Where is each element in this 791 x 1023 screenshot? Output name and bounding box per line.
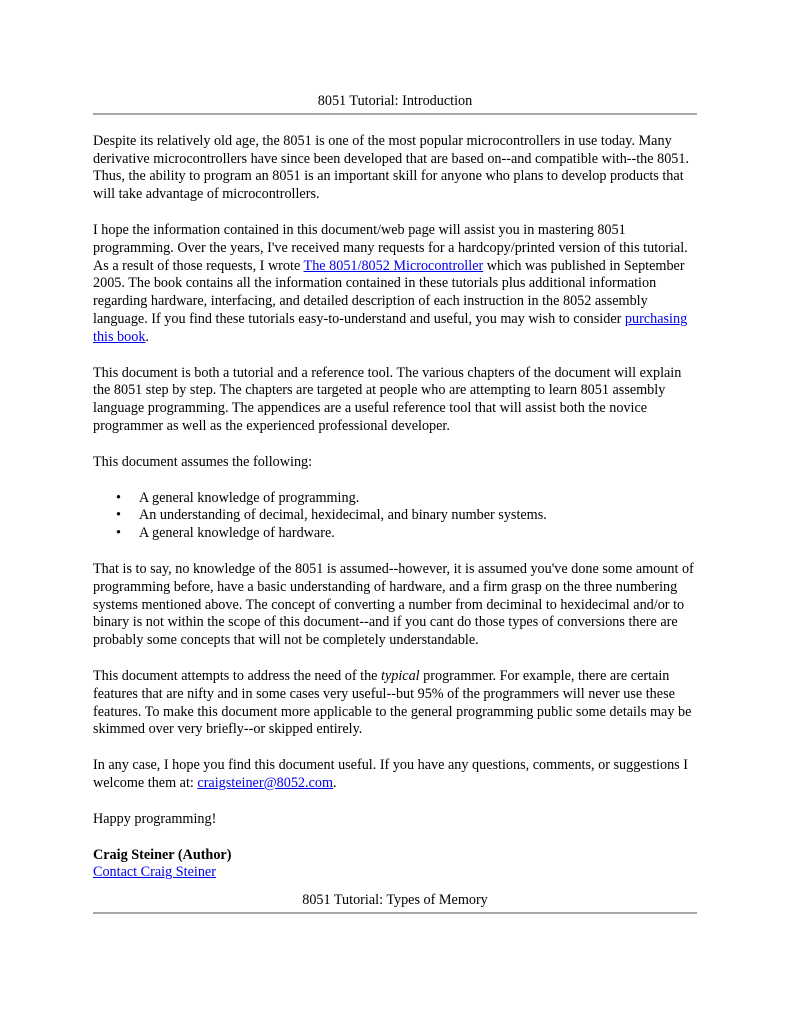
list-item: • A general knowledge of programming. (139, 490, 697, 508)
contact-paragraph (93, 757, 697, 793)
author-name: Craig Steiner (Author) (93, 846, 232, 863)
knowledge-paragraph: That is to say, no knowledge of the 8051 is assumed--however, it is assumed you've done some amount of programming before, have a basic understanding of hardware, and a firm grasp on the three numbering systems mentioned above. The concept of converting a number from deciminal to hexidecimal and/or to binary is not within the scope of this document--and if you cant do those types of conversions there are probably some concepts that will not be completely understandable. (93, 560, 694, 649)
spacer (93, 543, 697, 561)
spacer (93, 436, 697, 454)
list-item: • An understanding of decimal, hexidecimal, and binary number systems. (139, 507, 697, 525)
audience-paragraph (93, 668, 697, 739)
spacer (93, 829, 697, 847)
spacer (93, 793, 697, 811)
spacer (93, 115, 697, 133)
author-contact-line (93, 864, 697, 882)
audience-text-b: programmer. For example, there are certain features that are nifty and in some cases very useful--but 95% of the programmers will never use these features. To make this document more applicable to the general programming public some details may be skimmed over very briefly--or skipped entirely. (93, 667, 692, 738)
closing-line: Happy programming! (93, 810, 217, 827)
spacer (93, 204, 697, 222)
book-title-link[interactable]: The 8051/8052 Microcontroller (303, 257, 484, 274)
contact-text-a: In any case, I hope you find this document useful. If you have any questions, comments, or suggestions I welcome them at: (93, 757, 688, 791)
book-paragraph-text-a: I hope the information contained in this document/web page will assist you in mastering 8051 programming. Over the years, I've received many requests for a hardcopy/printed version of this tutorial. As a result of those requests, I wrote (93, 221, 688, 274)
purpose-paragraph: This document is both a tutorial and a reference tool. The various chapters of the document will explain the 8051 step by step. The chapters are targeted at people who are attempting to learn 8051 assembly language programming. The appendices are a useful reference tool that will assist both the novice programmer as well as the experienced professional developer. (93, 364, 682, 434)
purchase-book-link[interactable]: purchasing this book (93, 310, 688, 345)
typical-emphasis: typical (381, 667, 420, 684)
contact-author-link[interactable]: Contact Craig Steiner (93, 864, 216, 881)
book-paragraph (93, 222, 697, 347)
assumptions-list (93, 490, 697, 543)
contact-text-b: . (333, 774, 337, 791)
spacer (93, 739, 697, 757)
spacer (93, 472, 697, 490)
next-section-divider (93, 912, 697, 914)
spacer (93, 347, 697, 365)
audience-text-a: This document attempts to address the need of the (93, 667, 382, 684)
section-title: 8051 Tutorial: Introduction (317, 93, 473, 109)
spacer (93, 650, 697, 668)
book-paragraph-text-b: which was published in September 2005. The book contains all the information contained in these tutorials plus additional information regarding hardware, interfacing, and detailed description of each instruction in the 8052 assembly language. If you find these tutorials easy-to-understand and useful, you may wish to consider (93, 257, 685, 327)
intro-paragraph: Despite its relatively old age, the 8051 is one of the most popular microcontrollers in use today. Many derivative microcontrollers have since been developed that are based on--and compatible with--the 8051. Thus, the ability to program an 8051 is an important skill for anyone who plans to develop products that will take advantage of microcontrollers. (93, 132, 690, 203)
list-item: • A general knowledge of hardware. (139, 525, 697, 543)
email-link[interactable]: craigsteiner@8052.com (197, 774, 333, 791)
next-section-title: 8051 Tutorial: Types of Memory (302, 892, 488, 909)
book-paragraph-text-c: . (145, 328, 149, 345)
document-content (93, 93, 697, 914)
assumptions-intro: This document assumes the following: (93, 453, 313, 470)
